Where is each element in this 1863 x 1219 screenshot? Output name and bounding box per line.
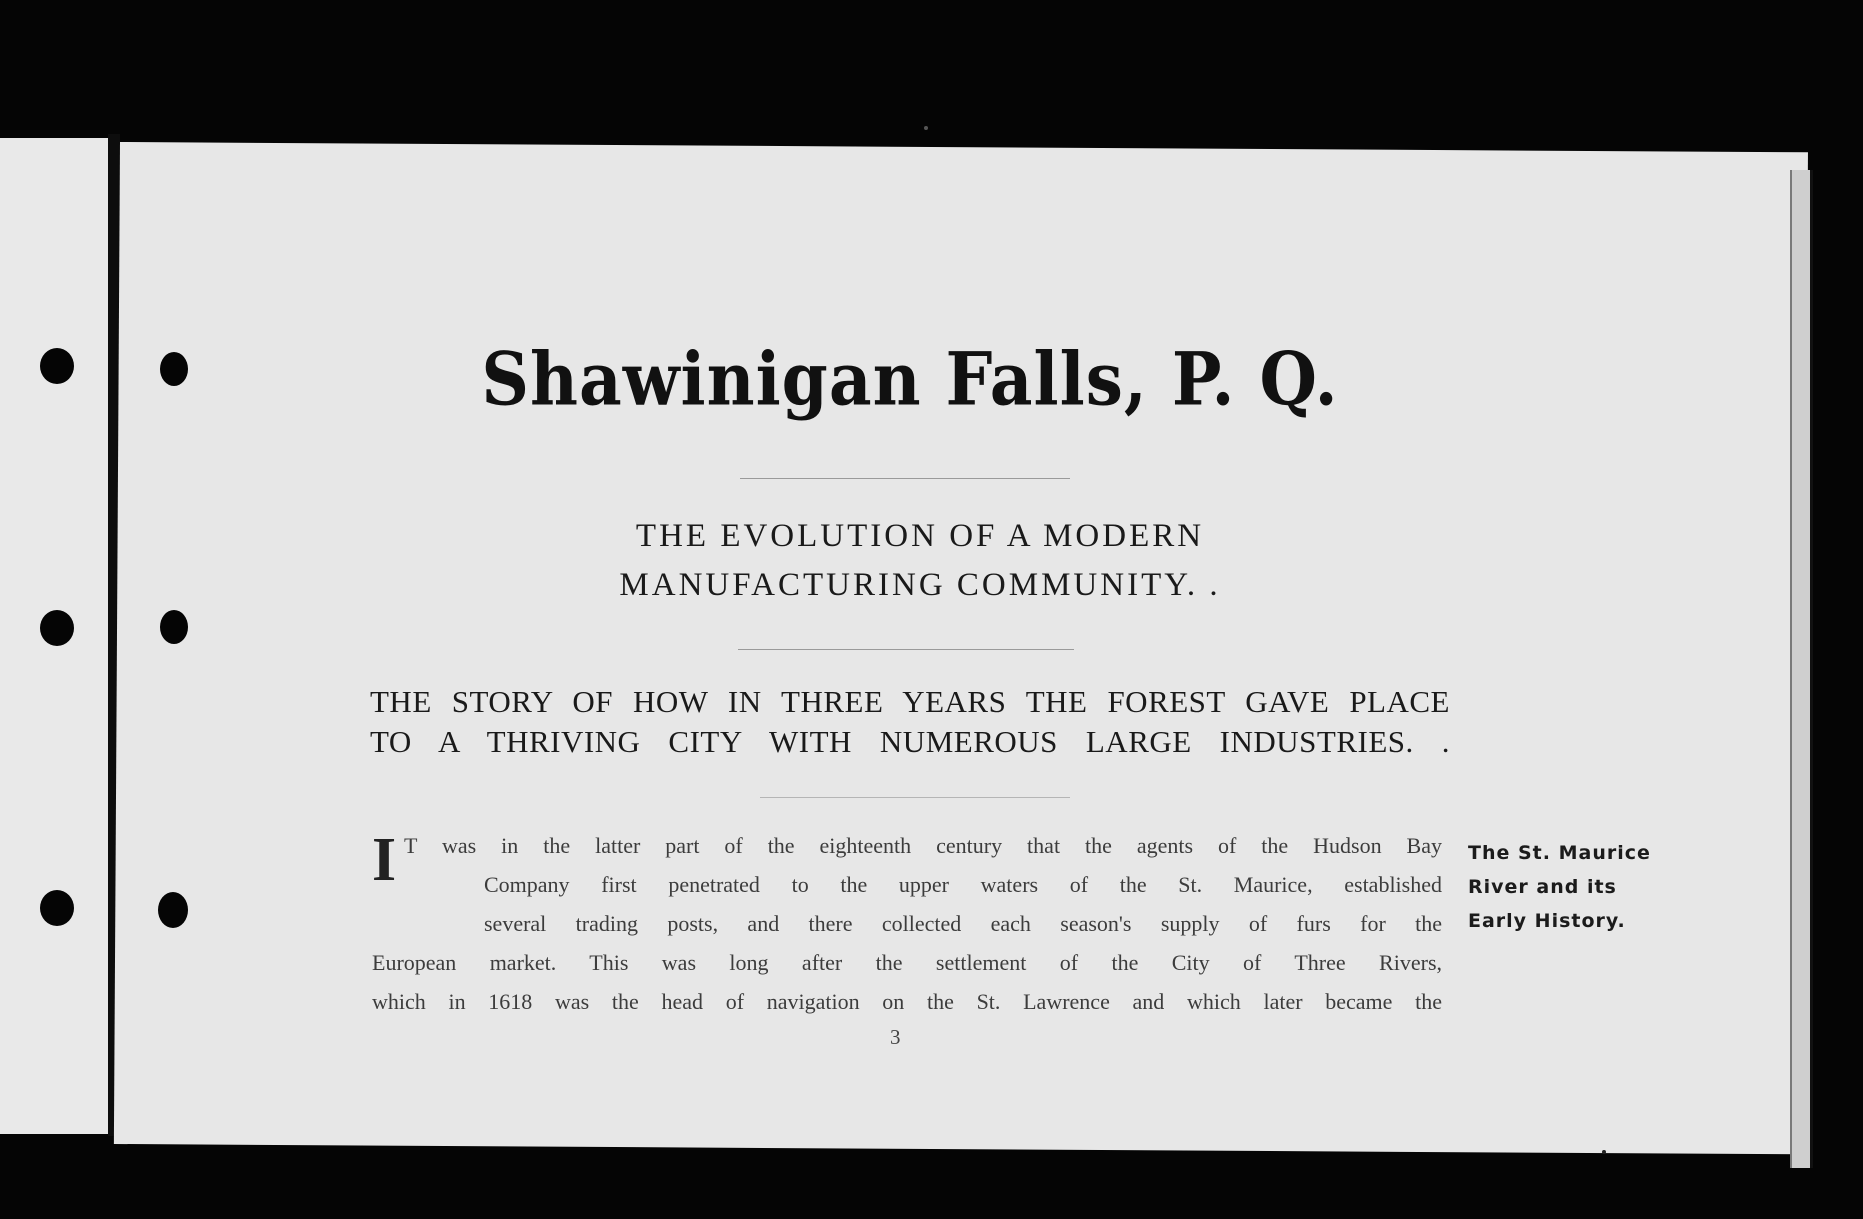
body-paragraph bbox=[372, 826, 1442, 1021]
scan-speck bbox=[1602, 1150, 1606, 1154]
sidenote-line: The St. Maurice bbox=[1468, 842, 1651, 864]
subtitle bbox=[420, 512, 1420, 610]
binding-hole bbox=[40, 348, 74, 384]
body-line: Company first penetrated to the upper waters of the St. Maurice, established bbox=[484, 872, 1442, 897]
sidenote-line: Early History. bbox=[1468, 910, 1626, 932]
scan-speck bbox=[924, 126, 928, 130]
divider-rule bbox=[738, 649, 1074, 650]
body-line: European market. This was long after the settlement of the City of Three Rivers, bbox=[372, 950, 1442, 975]
subtitle-line: THE EVOLUTION OF A MODERN bbox=[635, 518, 1205, 554]
divider-rule bbox=[740, 478, 1070, 479]
margin-sidenote bbox=[1468, 836, 1651, 938]
body-line: T was in the latter part of the eighteenth century that the agents of the Hudson Bay bbox=[404, 833, 1442, 858]
binding-hole bbox=[40, 610, 74, 646]
story-heading-line: TO A THRIVING CITY WITH NUMEROUS LARGE INDUSTRIES. . bbox=[370, 724, 1450, 759]
binding-hole bbox=[160, 610, 188, 644]
divider-rule bbox=[760, 797, 1070, 798]
binding-hole bbox=[158, 892, 188, 928]
body-line: which in 1618 was the head of navigation on the St. Lawrence and which later became the bbox=[372, 989, 1442, 1014]
body-line: several trading posts, and there collected each season's supply of furs for the bbox=[484, 911, 1442, 936]
sidenote-line: River and its bbox=[1468, 876, 1617, 898]
binding-hole bbox=[160, 352, 188, 386]
page-title: Shawinigan Falls, P. Q. bbox=[481, 336, 1339, 422]
binding-hole bbox=[40, 890, 74, 926]
story-heading-line: THE STORY OF HOW IN THREE YEARS THE FOREST GAVE PLACE bbox=[370, 684, 1450, 719]
page-edge bbox=[1790, 170, 1813, 1168]
subtitle-line: MANUFACTURING COMMUNITY. . bbox=[619, 567, 1221, 603]
page-number: 3 bbox=[890, 1025, 901, 1049]
story-heading bbox=[370, 682, 1450, 762]
drop-cap: I bbox=[372, 826, 397, 894]
